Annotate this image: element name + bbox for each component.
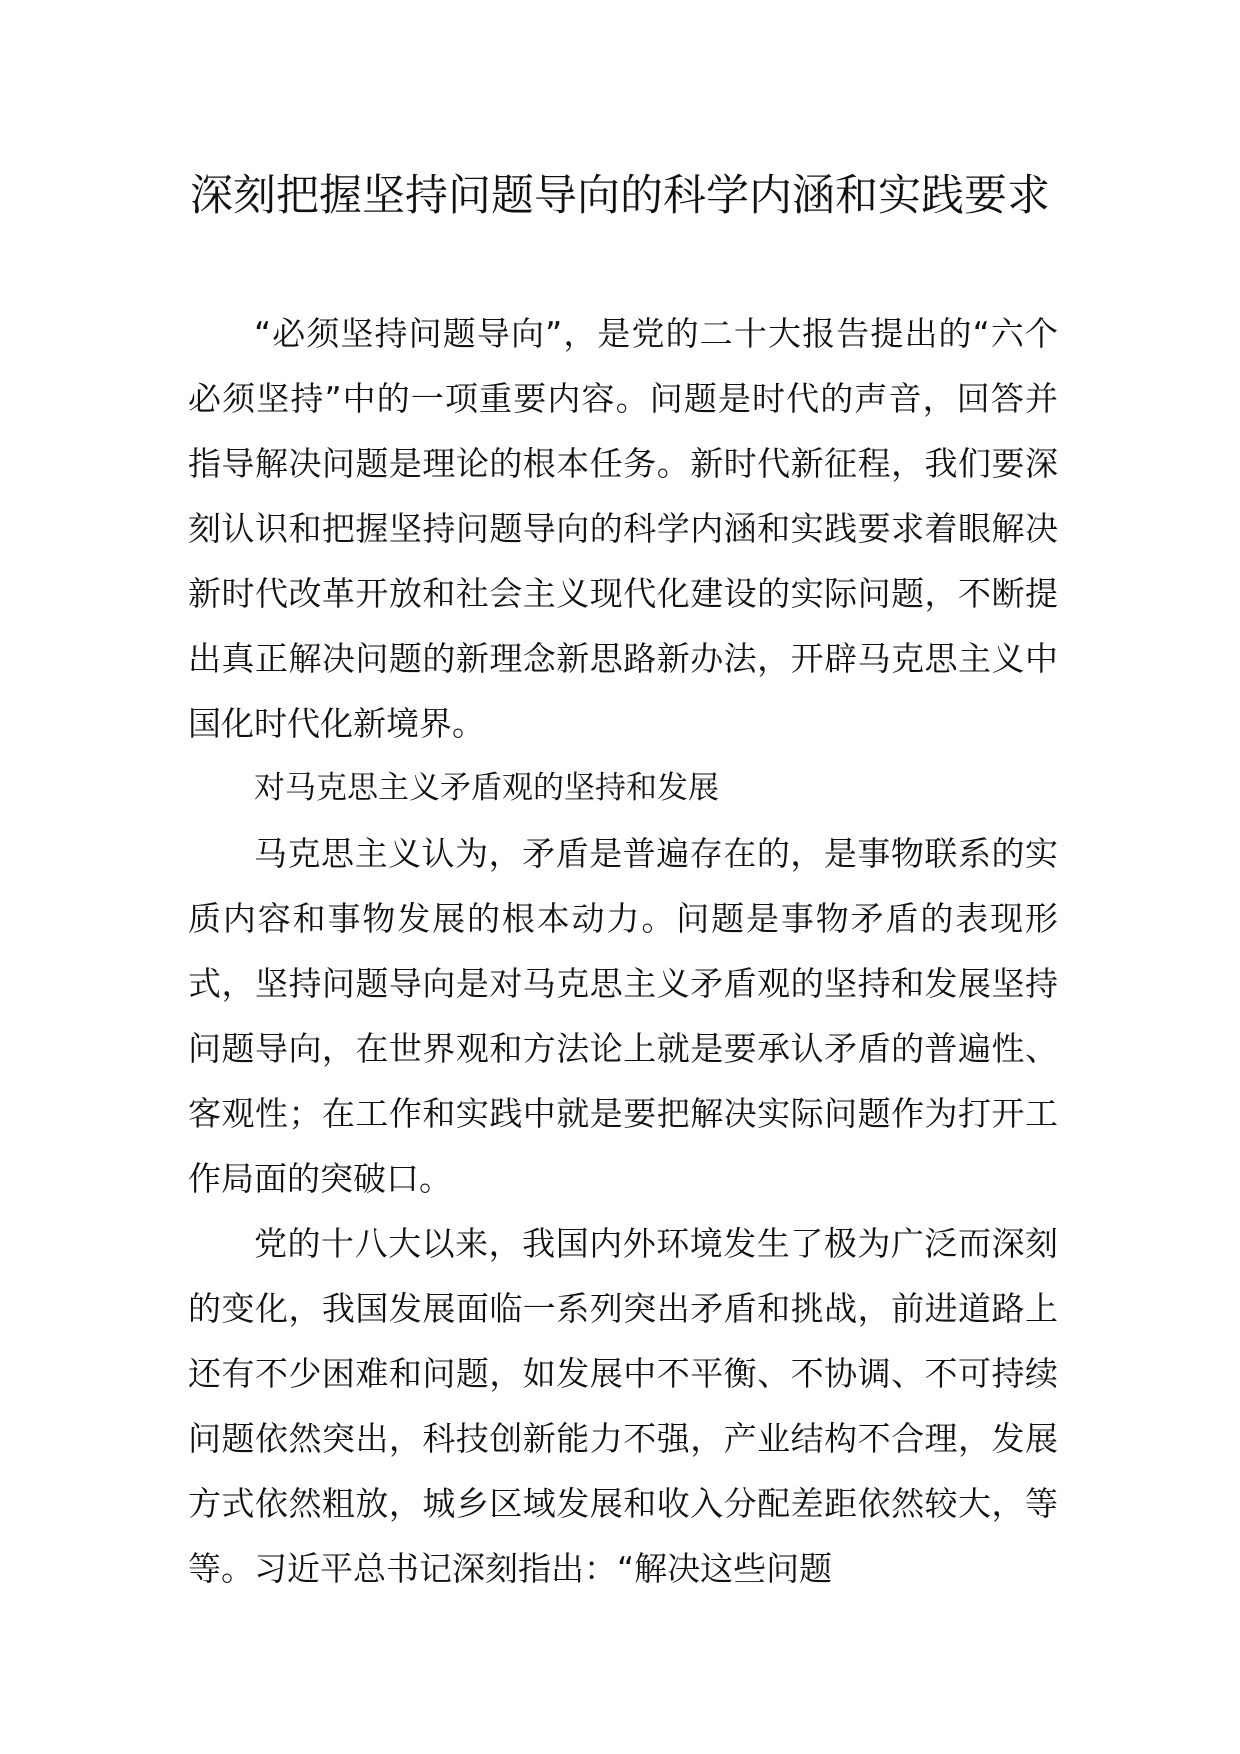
document-title: 深刻把握坚持问题导向的科学内涵和实践要求: [190, 171, 1050, 221]
paragraph-intro: “必须坚持问题导向”，是党的二十大报告提出的“六个必须坚持”中的一项重要内容。问题是时代的声音，回答并指导解决问题是理论的根本任务。新时代新征程，我们要深刻认识和把握坚持问题导向的科学内涵和实践要求着眼解决新时代改革开放和社会主义现代化建设的实际问题，不断提出真正解决问题的新理念新思路新办法，开辟马克思主义中国化时代化新境界。: [188, 314, 1058, 743]
section-heading: 对马克思主义矛盾观的坚持和发展: [254, 770, 719, 806]
document-body: [188, 301, 1058, 1601]
paragraph-eighteenth-congress: 党的十八大以来，我国内外环境发生了极为广泛而深刻的变化，我国发展面临一系列突出矛盾和挑战，前进道路上还有不少困难和问题，如发展中不平衡、不协调、不可持续问题依然突出，科技创新能力不强，产业结构不合理，发展方式依然粗放，城乡区域发展和收入分配差距依然较大，等等。习近平总书记深刻指出：“解决这些问题: [188, 1224, 1058, 1588]
paragraph-contradiction: 马克思主义认为，矛盾是普遍存在的，是事物联系的实质内容和事物发展的根本动力。问题是事物矛盾的表现形式，坚持问题导向是对马克思主义矛盾观的坚持和发展坚持问题导向，在世界观和方法论上就是要承认矛盾的普遍性、客观性；在工作和实践中就是要把解决实际问题作为打开工作局面的突破口。: [188, 834, 1058, 1198]
